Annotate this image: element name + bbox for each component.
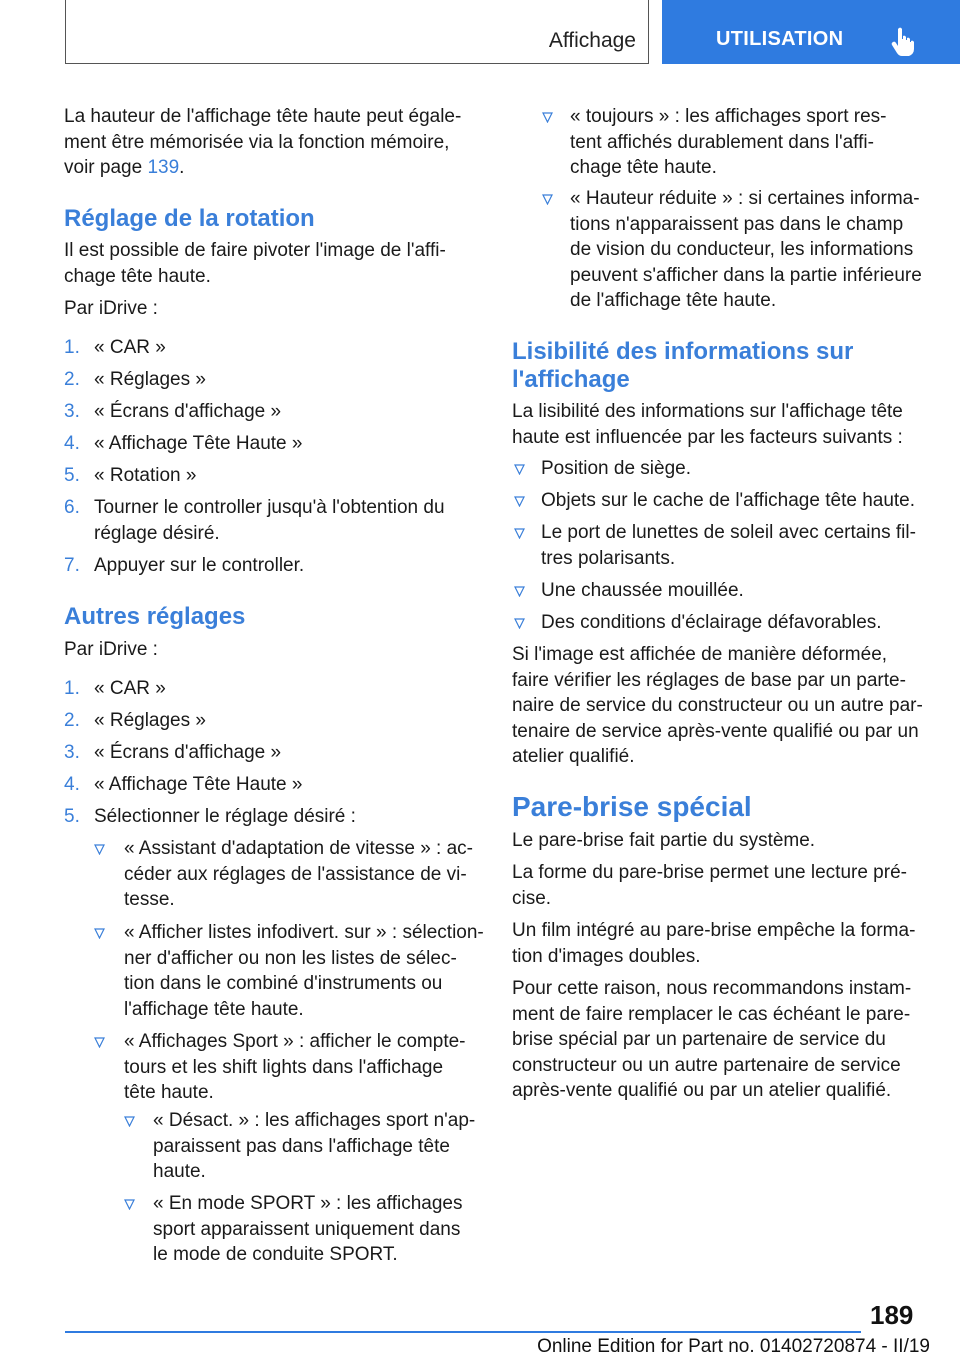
chapter-title: UTILISATION — [716, 28, 844, 50]
bullet-text: tions n'apparaissent pas dans le champ — [570, 213, 904, 235]
bullet-text: Objets sur le cache de l'affichage tête haute. — [541, 490, 916, 511]
bullet-triangle-icon — [514, 618, 525, 629]
bullet-text: « Assistant d'adaptation de vitesse » : ac- — [124, 838, 474, 859]
footer-divider — [65, 1331, 861, 1333]
section-heading: Lisibilité des informations sur — [512, 338, 854, 365]
step-text: réglage désiré. — [94, 522, 220, 544]
bullet-text: Une chaussée mouillée. — [541, 580, 744, 601]
bullet-text: de vision du conducteur, les informations — [570, 239, 914, 260]
bullet-text: « Affichages Sport » : afficher le compte- — [124, 1031, 466, 1052]
step-number: 7. — [64, 555, 80, 576]
bullet-text: tres polarisants. — [541, 547, 676, 569]
step-number: 2. — [64, 710, 80, 731]
body-text: Par iDrive : — [64, 639, 158, 660]
body-text: chage tête haute. — [64, 265, 211, 287]
bullet-triangle-icon — [94, 928, 105, 939]
body-text: tenaire de service après-vente qualifié ou par un — [512, 720, 919, 742]
bullet-text: l'affichage tête haute. — [124, 998, 304, 1020]
body-text: cise. — [512, 887, 552, 909]
body-text: ment de faire remplacer le cas échéant le pare- — [512, 1003, 911, 1025]
body-text: La hauteur de l'affichage tête haute peut égale- — [64, 106, 462, 127]
bullet-text: haute. — [153, 1161, 206, 1182]
bullet-text: Des conditions d'éclairage défavorables. — [541, 612, 882, 633]
bullet-text: sport apparaissent uniquement dans — [153, 1218, 461, 1240]
bullet-triangle-icon — [124, 1116, 135, 1127]
body-text: voir page 139. — [64, 157, 185, 178]
page-number: 189 — [870, 1300, 914, 1330]
step-text: Tourner le controller jusqu'à l'obtention du — [94, 497, 445, 518]
step-text: « Rotation » — [94, 465, 197, 486]
bullet-text: peuvent s'afficher dans la partie inférieure — [570, 264, 922, 286]
bullet-text: céder aux réglages de l'assistance de vi- — [124, 863, 467, 885]
bullet-text: « Hauteur réduite » : si certaines informa- — [570, 188, 920, 209]
step-text: « Affichage Tête Haute » — [94, 774, 303, 795]
bullet-text: ner d'afficher ou non les listes de sélec- — [124, 947, 457, 969]
step-text: « Affichage Tête Haute » — [94, 433, 303, 454]
bullet-text: tesse. — [124, 889, 175, 910]
step-text: « Écrans d'affichage » — [94, 742, 282, 763]
body-text: Un film intégré au pare-brise empêche la forma- — [512, 920, 916, 941]
step-text: Sélectionner le réglage désiré : — [94, 806, 356, 827]
step-text: « CAR » — [94, 678, 166, 699]
body-text: Le pare-brise fait partie du système. — [512, 830, 816, 851]
body-text: haute est influencée par les facteurs suivants : — [512, 426, 903, 448]
body-text: après-vente qualifié ou par un atelier qualifié. — [512, 1080, 892, 1101]
bullet-text: « En mode SPORT » : les affichages — [153, 1193, 463, 1214]
header-tab-frame — [65, 0, 649, 64]
bullet-text: Position de siège. — [541, 458, 691, 479]
page-link[interactable]: 139 — [147, 157, 180, 178]
body-text: Par iDrive : — [64, 298, 158, 319]
bullet-triangle-icon — [94, 844, 105, 855]
body-text: Si l'image est affichée de manière déformée, — [512, 644, 888, 665]
bullet-text: tion dans le combiné d'instruments ou — [124, 973, 443, 994]
hand-pointer-icon — [890, 26, 916, 56]
bullet-triangle-icon — [124, 1199, 135, 1210]
step-text: « Réglages » — [94, 369, 206, 390]
edition-note: Online Edition for Part no. 01402720874 - II/19 — [537, 1336, 930, 1357]
bullet-triangle-icon — [94, 1037, 105, 1048]
step-number: 4. — [64, 774, 80, 795]
section-heading: Réglage de la rotation — [64, 205, 315, 232]
step-number: 2. — [64, 369, 80, 390]
step-number: 3. — [64, 401, 80, 422]
body-text: atelier qualifié. — [512, 746, 635, 767]
bullet-text: le mode de conduite SPORT. — [153, 1244, 398, 1265]
bullet-text: « Désact. » : les affichages sport n'ap- — [153, 1110, 476, 1131]
step-number: 4. — [64, 433, 80, 454]
chapter-banner — [662, 0, 960, 64]
bullet-text: Le port de lunettes de soleil avec certains fil- — [541, 522, 916, 543]
bullet-triangle-icon — [514, 528, 525, 539]
bullet-text: paraissent pas dans l'affichage tête — [153, 1135, 450, 1157]
section-title: Affichage — [548, 29, 636, 52]
bullet-text: tent affichés durablement dans l'affi- — [570, 131, 874, 153]
body-text: Il est possible de faire pivoter l'image de l'affi- — [64, 240, 446, 261]
bullet-triangle-icon — [514, 496, 525, 507]
step-number: 3. — [64, 742, 80, 763]
section-heading: Autres réglages — [64, 603, 246, 630]
step-text: « Réglages » — [94, 710, 206, 731]
body-text: naire de service du constructeur ou un autre par- — [512, 695, 923, 716]
step-text: « Écrans d'affichage » — [94, 401, 282, 422]
bullet-text: « Afficher listes infodivert. sur » : sélection- — [124, 922, 484, 943]
step-number: 1. — [64, 678, 80, 699]
section-heading: Pare-brise spécial — [512, 791, 752, 822]
bullet-triangle-icon — [542, 194, 553, 205]
bullet-triangle-icon — [514, 586, 525, 597]
step-text: « CAR » — [94, 337, 166, 358]
bullet-triangle-icon — [542, 112, 553, 123]
body-text: faire vérifier les réglages de base par un parte- — [512, 669, 906, 691]
section-heading: l'affichage — [512, 366, 630, 393]
step-number: 1. — [64, 337, 80, 358]
body-text: tion d'images doubles. — [512, 945, 701, 967]
bullet-text: de l'affichage tête haute. — [570, 290, 777, 311]
body-text: La lisibilité des informations sur l'affichage tête — [512, 401, 903, 422]
step-number: 5. — [64, 465, 80, 486]
bullet-triangle-icon — [514, 464, 525, 475]
bullet-text: tours et les shift lights dans l'affichage — [124, 1056, 444, 1078]
body-text: La forme du pare-brise permet une lecture pré- — [512, 862, 907, 883]
step-number: 6. — [64, 497, 80, 518]
step-number: 5. — [64, 806, 80, 827]
bullet-text: chage tête haute. — [570, 157, 717, 178]
body-text: constructeur ou un autre partenaire de service — [512, 1054, 901, 1076]
body-text: ment être mémorisée via la fonction mémoire, — [64, 131, 450, 153]
bullet-text: tête haute. — [124, 1082, 214, 1103]
bullet-text: « toujours » : les affichages sport res- — [570, 106, 887, 127]
step-text: Appuyer sur le controller. — [94, 555, 305, 576]
body-text: brise spécial par un partenaire de service du — [512, 1029, 886, 1050]
body-text: Pour cette raison, nous recommandons instam- — [512, 978, 912, 999]
